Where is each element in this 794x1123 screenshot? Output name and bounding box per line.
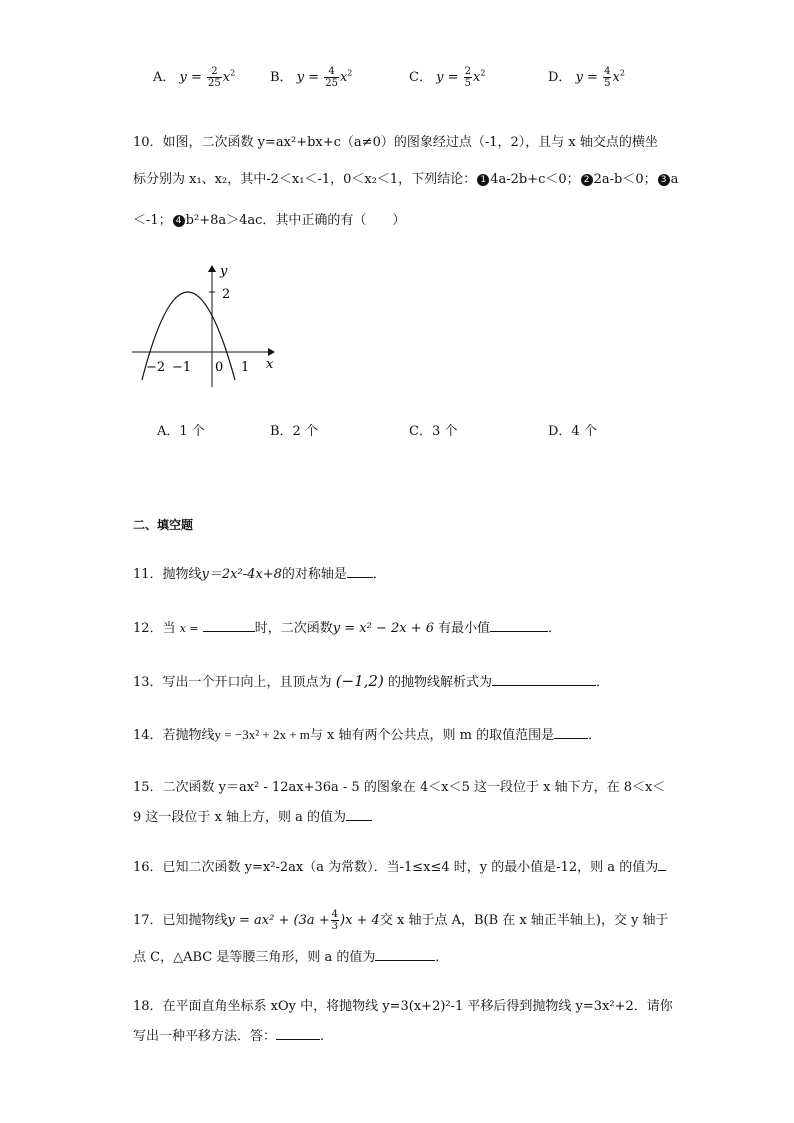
q10-line-3: ＜-1； 4 b²+8a＞4ac．其中正确的有（ ） [133,213,406,228]
q9-c-fraction: $\frac{2}{5}$ [464,66,471,89]
q10-options [0,420,794,446]
tick-label-0: 0 [215,360,224,375]
q10-option-d[interactable]: D．4 个 [548,424,597,439]
tick-label-2: 2 [222,287,231,302]
q10-line-2: 标分别为 x₁、x₂，其中-2＜x₁＜-1，0＜x₂＜1，下列结论： 1 4a-2b+c＜0； 2 2a-b＜0； 3 a [133,172,679,187]
y-axis-label: y [220,264,228,279]
q10-parabola-graph [130,262,290,392]
circled-2-icon: 2 [581,174,593,186]
tick-label-neg2: −2 [146,360,166,375]
circled-3-icon: 3 [658,174,670,186]
q14-answer-blank[interactable] [554,726,588,739]
q11-answer-blank[interactable] [347,565,373,578]
q17-line-1: 17．已知抛物线y = ax² + (3a + $\frac{4}{3}$ )x + 4交 x 轴于点 A，B(B 在 x 轴正半轴上)，交 y 轴于 [133,909,669,932]
section-title: 二、填空题 [133,518,194,532]
q18-line-1: 18．在平面直角坐标系 xOy 中，将抛物线 y=3(x+2)²-1 平移后得到抛物线 y=3x²+2．请你 [133,999,673,1014]
q14: 14．若抛物线y = −3x² + 2x + m与 x 轴有两个公共点，则 m 的取值范围是 ． [133,727,602,743]
q15-line-1: 15．二次函数 y＝ax² - 12ax+36a - 5 的图象在 4＜x＜5 这一段位于 x 轴下方，在 8＜x＜ [133,780,666,795]
q16-answer-blank[interactable] [658,858,666,871]
q17-fraction: $\frac{4}{3}$ [331,909,338,932]
tick-label-1: 1 [241,360,250,375]
q15-line-2: 9 这一段位于 x 轴上方，则 a 的值为 [133,806,372,825]
q17-line-2: 点 C，△ABC 是等腰三角形，则 a 的值为 ． [133,950,449,965]
q9-option-b[interactable]: B． y = $\frac{4}{25}$ $x^2$ [270,66,353,89]
q10-option-b[interactable]: B．2 个 [270,424,318,439]
q18-line-2: 写出一种平移方法．答： . [133,1029,325,1044]
q12-answer-blank-1[interactable] [203,619,255,632]
q9-a-fraction: $\frac{2}{25}$ [208,66,221,89]
q9-b-fraction: $\frac{4}{25}$ [325,66,338,89]
q9-d-fraction: $\frac{4}{5}$ [604,66,611,89]
q10-option-c[interactable]: C．3 个 [409,424,458,439]
q9-options [0,66,794,92]
q17-answer-blank[interactable] [375,948,435,961]
q11: 11．抛物线y＝2x²-4x+8的对称轴是 ． [133,567,386,582]
circled-4-icon: 4 [173,215,185,227]
q10-line-1: 10．如图，二次函数 y=ax²+bx+c（a≠0）的图象经过点（-1，2），且与 x 轴交点的横坐 [133,135,658,150]
x-axis-label: x [266,357,274,372]
q16: 16．已知二次函数 y=x²-2ax（a 为常数）．当-1≤x≤4 时，y 的最小值是-12，则 a 的值为 [133,856,666,875]
q9-option-c[interactable]: C． y = $\frac{2}{5}$ $x^2$ [409,66,486,89]
q10-option-a[interactable]: A．1 个 [157,424,205,439]
circled-1-icon: 1 [477,174,489,186]
q9-option-d[interactable]: D． y = $\frac{4}{5}$ $x^2$ [548,66,625,89]
q18-answer-blank[interactable] [276,1027,320,1040]
tick-label-neg1: −1 [172,360,192,375]
q13-answer-blank[interactable] [492,673,596,686]
q12: 12．当 x = 时，二次函数y = x² − 2x + 6 有最小值 ． [133,621,562,636]
q13: 13．写出一个开口向上，且顶点为 (−1,2) 的抛物线解析式为 ． [133,672,609,690]
q15-answer-blank[interactable] [346,808,372,821]
q9-option-a[interactable]: A． y = $\frac{2}{25}$ $x^2$ [153,66,236,89]
q12-answer-blank-2[interactable] [490,619,548,632]
